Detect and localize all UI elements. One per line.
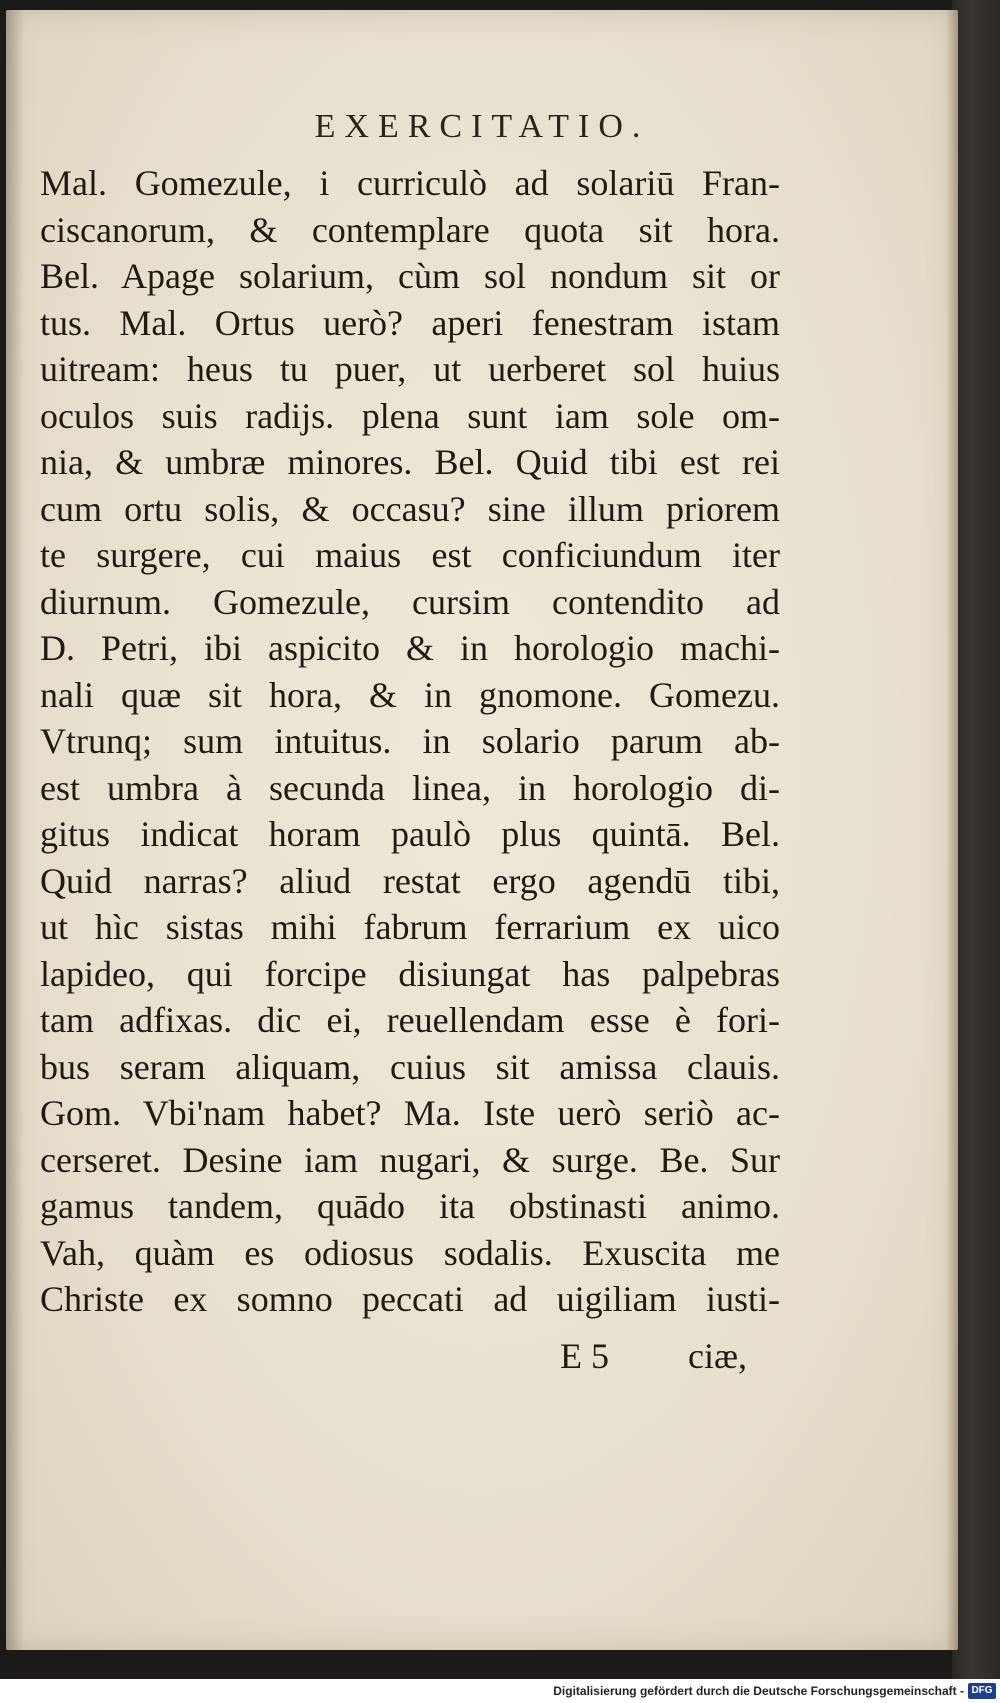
text-line: Christe ex somno peccati ad uigiliam iusti- xyxy=(40,1279,780,1319)
text-line: est umbra à secunda linea, in horologio di- xyxy=(40,767,780,808)
text-line: cerseret. Desine iam nugari, & surge. Be. Sur xyxy=(40,1139,780,1180)
text-line: D. Petri, ibi aspicito & in horologio machi- xyxy=(40,628,780,668)
text-line: diurnum. Gomezule, cursim contendito ad xyxy=(40,581,780,622)
page-gutter-shadow xyxy=(6,10,24,1650)
signature-mark: E 5 xyxy=(560,1336,609,1376)
text-line: te surgere, cui maius est conficiundum iter xyxy=(40,535,780,575)
running-head: EXERCITATIO. xyxy=(314,108,650,145)
page-edge-shadow xyxy=(946,10,958,1650)
text-line: cum ortu solis, & occasu? sine illum priorem xyxy=(40,488,780,529)
text-line: Vah, quàm es odiosus sodalis. Exuscita me xyxy=(40,1232,780,1273)
text-line: ut hìc sistas mihi fabrum ferrarium ex uico xyxy=(40,907,780,947)
text-line: nali quæ sit hora, & in gnomone. Gomezu. xyxy=(40,674,780,715)
text-line: Quid narras? aliud restat ergo agendū tibi, xyxy=(40,860,780,901)
text-line: tus. Mal. Ortus uerò? aperi fenestram istam xyxy=(40,302,780,343)
text-line: nia, & umbræ minores. Bel. Quid tibi est rei xyxy=(40,442,780,482)
text-line: lapideo, qui forcipe disiungat has palpebras xyxy=(40,953,780,994)
text-line: ciscanorum, & contemplare quota sit hora. xyxy=(40,209,780,250)
text-line: bus seram aliquam, cuius sit amissa clauis. xyxy=(40,1046,780,1087)
digitization-footer xyxy=(0,1679,1000,1703)
body-text xyxy=(40,160,780,1323)
catchline xyxy=(40,1335,760,1381)
text-line: oculos suis radijs. plena sunt iam sole om- xyxy=(40,395,780,436)
text-line: gitus indicat horam paulò plus quintā. Bel. xyxy=(40,814,780,854)
text-line: Vtrunq; sum intuitus. in solario parum ab- xyxy=(40,721,780,761)
text-line: Bel. Apage solarium, cùm sol nondum sit or xyxy=(40,256,780,296)
footer-text: Digitalisierung gefördert durch die Deutsche Forschungsgemeinschaft - xyxy=(553,1684,964,1698)
text-line: Mal. Gomezule, i curriculò ad solariū Fran- xyxy=(40,163,780,203)
dfg-logo: DFG xyxy=(968,1683,996,1699)
book-page xyxy=(6,10,958,1650)
text-line: tam adfixas. dic ei, reuellendam esse è fori- xyxy=(40,1000,780,1040)
catchword: ciæ, xyxy=(688,1336,747,1376)
adjacent-page-edge xyxy=(952,0,1000,1680)
text-line: Gom. Vbi'nam habet? Ma. Iste uerò seriò ac- xyxy=(40,1093,780,1133)
text-line: gamus tandem, quādo ita obstinasti animo. xyxy=(40,1186,780,1226)
text-line: uitream: heus tu puer, ut uerberet sol huius xyxy=(40,349,780,389)
